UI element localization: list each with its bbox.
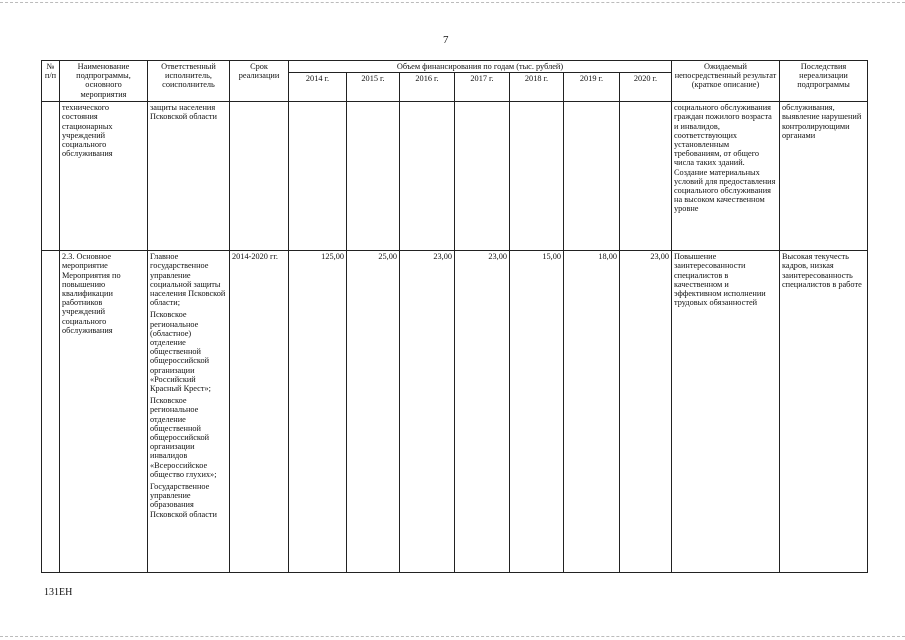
scan-edge-top: [0, 2, 905, 3]
row1-value: [510, 102, 564, 251]
row2-value-2016: 23,00: [400, 251, 455, 573]
header-year: 2020 г.: [620, 73, 672, 102]
row2-value-2019: 18,00: [564, 251, 620, 573]
row2-value-2020: 23,00: [620, 251, 672, 573]
header-year: 2016 г.: [400, 73, 455, 102]
row1-name: технического состояния стационарных учреждений социального обслуживания: [60, 102, 148, 251]
row1-value: [455, 102, 510, 251]
header-year: 2017 г.: [455, 73, 510, 102]
header-volume: Объем финансирования по годам (тыс. рублей): [289, 61, 672, 73]
row1-executor: защиты населения Псковской области: [148, 102, 230, 251]
row1-value: [347, 102, 400, 251]
header-year: 2014 г.: [289, 73, 347, 102]
scan-edge-bottom: [0, 636, 905, 637]
header-executor: Ответственный исполнитель, соисполнитель: [148, 61, 230, 102]
row2-value-2015: 25,00: [347, 251, 400, 573]
header-consequence: Последствия нереализации подпрограммы: [780, 61, 868, 102]
row1-consequence: обслуживания, выявление нарушений контролирующими органами: [780, 102, 868, 251]
row1-value: [620, 102, 672, 251]
header-result: Ожидаемый непосредственный результат (краткое описание): [672, 61, 780, 102]
row2-num: [42, 251, 60, 573]
row2-consequence: Высокая текучесть кадров, низкая заинтересованность специалистов в работе: [780, 251, 868, 573]
header-term: Срок реализации: [230, 61, 289, 102]
row2-value-2017: 23,00: [455, 251, 510, 573]
page-number: 7: [443, 34, 449, 46]
executor-block: Псковское региональное (областное) отделение общественной общероссийской организации «Российский Красный Крест»;: [150, 310, 211, 394]
header-year: 2015 г.: [347, 73, 400, 102]
row1-term: [230, 102, 289, 251]
row2-name: 2.3. Основное мероприятие Мероприятия по повышению квалификации работников учреждений социального обслуживания: [60, 251, 148, 573]
header-year: 2018 г.: [510, 73, 564, 102]
header-year: 2019 г.: [564, 73, 620, 102]
executor-block: Главное государственное управление социальной защиты населения Псковской области;: [150, 252, 226, 308]
row1-num: [42, 102, 60, 251]
financing-table: [41, 60, 868, 573]
header-name: Наименование подпрограммы, основного мероприятия: [60, 61, 148, 102]
document-code: 131ЕН: [44, 587, 73, 598]
table-row: [42, 102, 868, 251]
row2-value-2018: 15,00: [510, 251, 564, 573]
row2-value-2014: 125,00: [289, 251, 347, 573]
row2-executor: [148, 251, 230, 573]
executor-block: Псковское региональное отделение общественной общероссийской организации инвалидов «Всероссийское общество глухих»;: [150, 396, 217, 479]
executor-block: Государственное управление образования Псковской области: [150, 482, 217, 519]
row2-term: 2014-2020 гг.: [230, 251, 289, 573]
row1-result: социального обслуживания граждан пожилого возраста и инвалидов, соответствующих установленным требованиям, от общего числа таких зданий. Создание материальных условий для предоставления социального обслуживания на высоком качественном уровне: [672, 102, 780, 251]
row1-value: [564, 102, 620, 251]
row2-result: Повышение заинтересованности специалистов в качественном и эффективном исполнении трудовых обязанностей: [672, 251, 780, 573]
header-num: № п/п: [42, 61, 60, 102]
row1-value: [400, 102, 455, 251]
table-row: [42, 251, 868, 573]
row1-value: [289, 102, 347, 251]
